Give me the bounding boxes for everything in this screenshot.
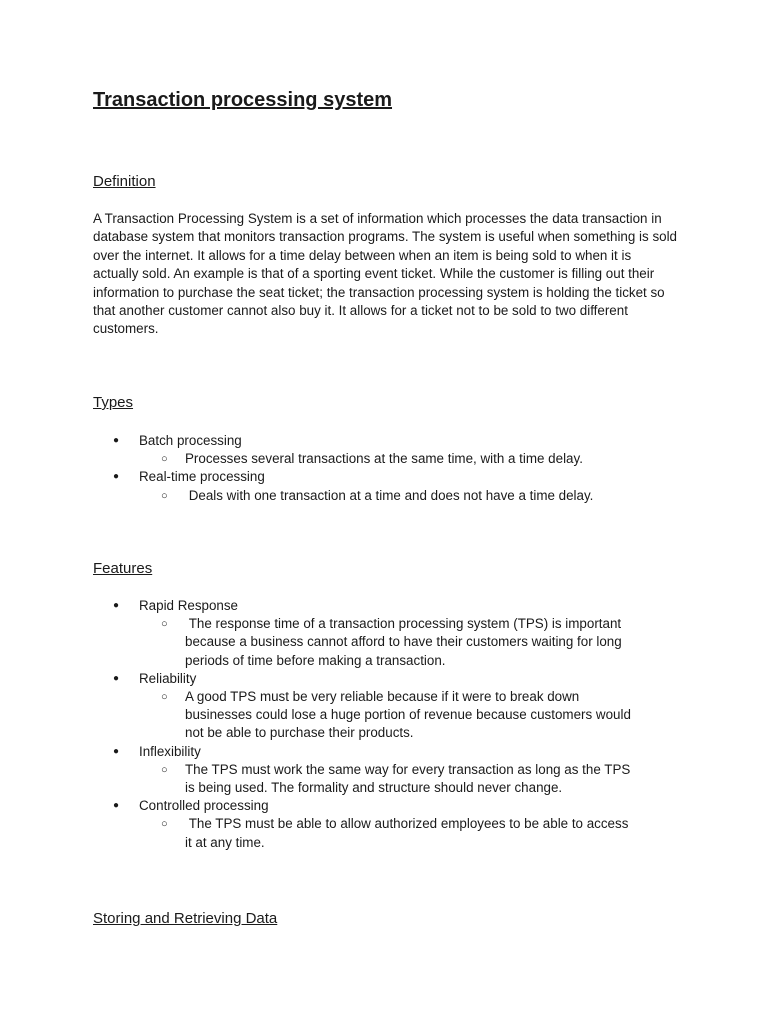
sub-list-item: ○ Deals with one transaction at a time and does not have a time delay. — [139, 487, 655, 505]
list-item — [93, 670, 683, 743]
definition-heading: Definition — [93, 173, 156, 190]
sub-list — [139, 815, 683, 851]
sub-list-item: ○ The response time of a transaction processing system (TPS) is important because a business cannot afford to have their customers waiting for long periods of time before making a transaction. — [139, 615, 625, 670]
features-heading: Features — [93, 560, 153, 577]
bullet-label: Inflexibility — [139, 743, 201, 759]
list-item — [93, 797, 683, 852]
sub-list-item: ○ The TPS must be able to allow authorized employees to be able to access it at any time. — [139, 815, 635, 851]
sub-list — [139, 615, 683, 670]
sub-list-item: ○ A good TPS must be very reliable because if it were to break down businesses could lose a huge portion of revenue because customers would not be able to purchase their products. — [139, 688, 635, 743]
sub-list — [139, 487, 683, 505]
sub-list — [139, 761, 683, 797]
list-item — [93, 468, 683, 504]
sub-list-item: ○ Processes several transactions at the same time, with a time delay. — [139, 450, 645, 468]
sub-list-item: ○ The TPS must work the same way for every transaction as long as the TPS is being used. The formality and structure should never change. — [139, 761, 635, 797]
list-item — [93, 597, 683, 670]
bullet-label: Real-time processing — [139, 469, 265, 485]
list-item — [93, 432, 683, 468]
storing-heading: Storing and Retrieving Data — [93, 910, 278, 927]
sub-list — [139, 450, 683, 468]
types-heading: Types — [93, 394, 134, 411]
document-title: Transaction processing system — [93, 89, 393, 111]
bullet-label: Controlled processing — [139, 798, 269, 814]
bullet-label: Rapid Response — [139, 598, 239, 613]
bullet-label: Reliability — [139, 670, 197, 686]
types-list — [93, 432, 683, 505]
features-list — [93, 597, 683, 852]
bullet-label: Batch processing — [139, 433, 242, 448]
sub-list — [139, 688, 683, 743]
definition-paragraph: A Transaction Processing System is a set of information which processes the data transaction in database system that monitors transaction programs. The system is useful when something is sold over the internet. It allows for a time delay between when an item is being sold to when it is actually sold. An example is that of a sporting event ticket. While the customer is filling out their information to purchase the seat ticket; the transaction processing system is holding the ticket so that another customer cannot also buy it. It allows for a ticket not to be sold to two different customers. — [93, 211, 678, 337]
list-item — [93, 743, 683, 798]
